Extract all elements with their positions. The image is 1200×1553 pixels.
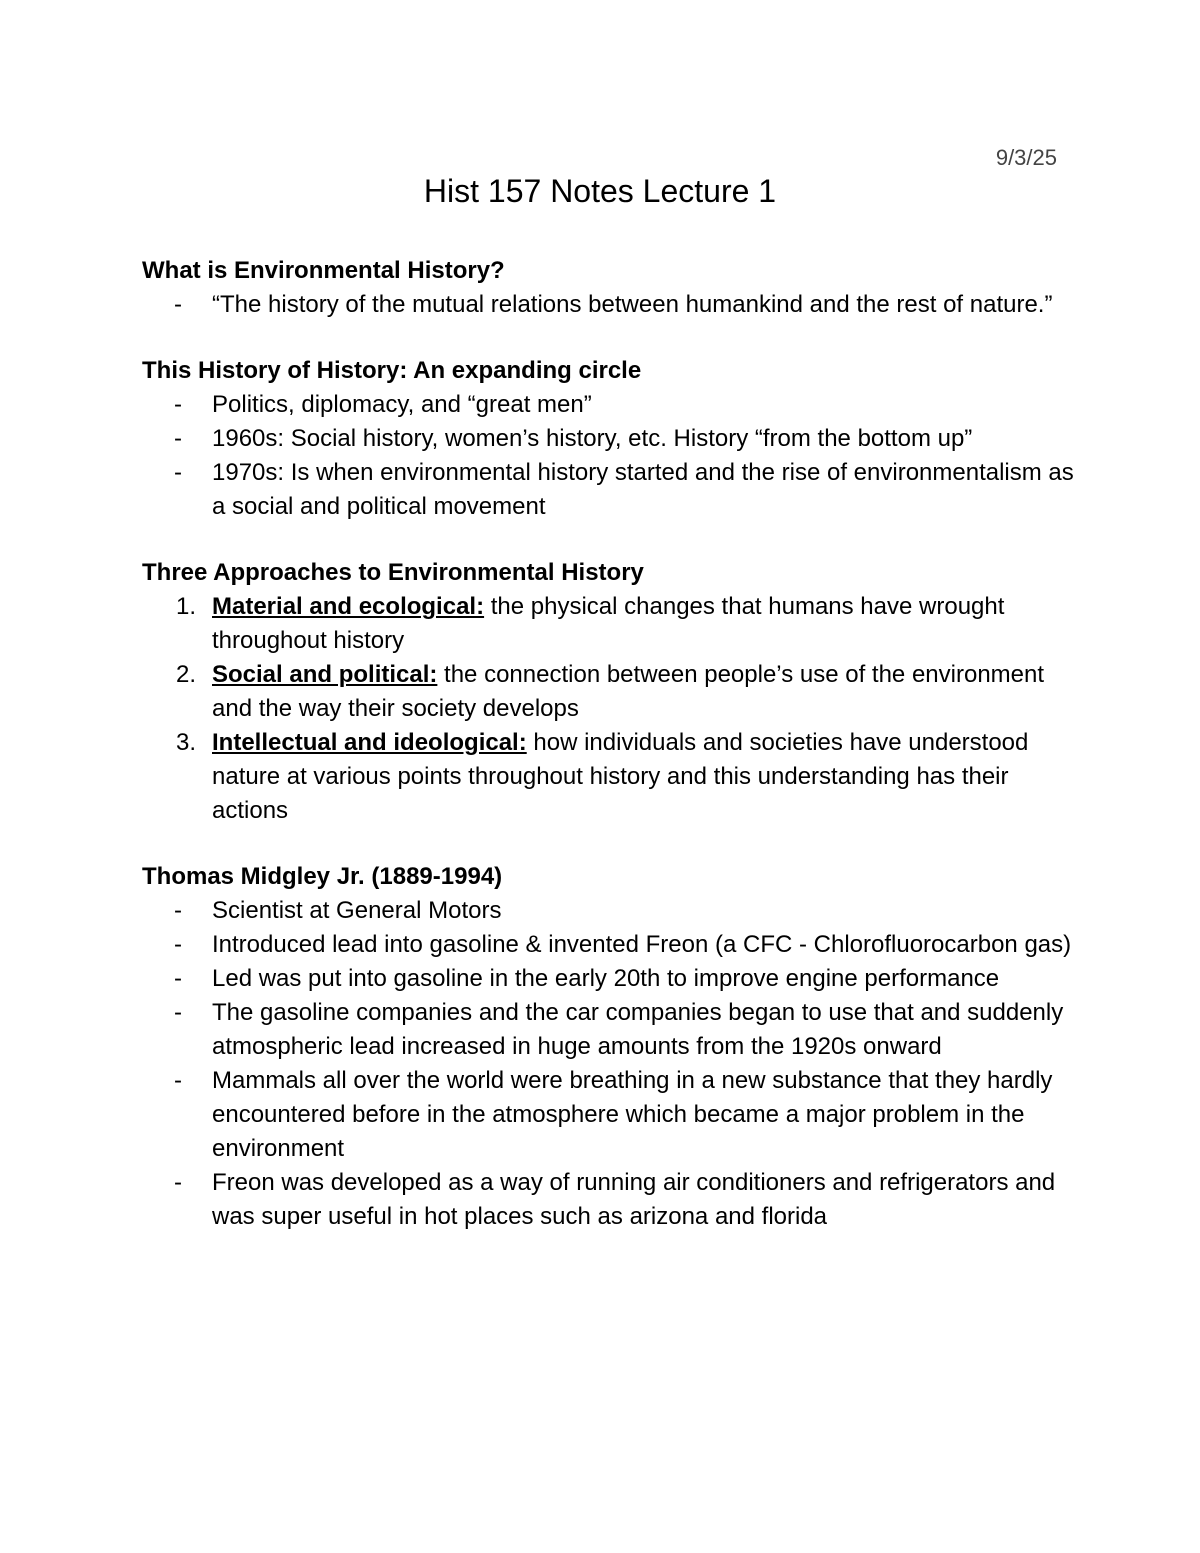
bullet-marker: - xyxy=(174,1067,182,1094)
section-history-of-history xyxy=(142,354,1082,524)
bullet-marker: - xyxy=(174,999,182,1026)
approach-term: Intellectual and ideological: xyxy=(212,729,527,756)
numbered-list-item xyxy=(142,726,1082,828)
list-item xyxy=(142,1064,1082,1166)
list-item-text: 1960s: Social history, women’s history, etc. History “from the bottom up” xyxy=(212,425,973,452)
bullet-marker: - xyxy=(174,897,182,924)
section-three-approaches xyxy=(142,556,1082,828)
list-item xyxy=(142,928,1082,962)
list-item-text: Freon was developed as a way of running air conditioners and refrigerators and was super useful in hot places such as arizona and florida xyxy=(212,1169,1056,1230)
bullet-marker: - xyxy=(174,931,182,958)
document-date: 9/3/25 xyxy=(995,145,1057,170)
list-item-text: The gasoline companies and the car companies began to use that and suddenly atmospheric lead increased in huge amounts from the 1920s onward xyxy=(212,999,1064,1060)
list-item xyxy=(142,1166,1082,1234)
list-number: 2. xyxy=(176,661,197,688)
section-heading: This History of History: An expanding circle xyxy=(142,357,642,384)
list-item-text: “The history of the mutual relations between humankind and the rest of nature.” xyxy=(212,291,1053,318)
numbered-list xyxy=(142,590,1082,828)
list-item xyxy=(142,388,1082,422)
list-item xyxy=(142,422,1082,456)
list-item-text: Mammals all over the world were breathing in a new substance that they hardly encountered before in the atmosphere which became a major problem in the environment xyxy=(212,1067,1053,1162)
list-item xyxy=(142,996,1082,1064)
document-title: Hist 157 Notes Lecture 1 xyxy=(423,173,777,209)
document-body xyxy=(142,254,1082,1266)
approach-description: how individuals and societies have understood nature at various points throughout history and this understanding has their actions xyxy=(212,729,1029,824)
list-item xyxy=(142,456,1082,524)
section-heading: Thomas Midgley Jr. (1889-1994) xyxy=(142,863,503,890)
list-item xyxy=(142,894,1082,928)
section-heading: Three Approaches to Environmental History xyxy=(142,559,644,586)
bullet-marker: - xyxy=(174,391,182,418)
list-item-text: Introduced lead into gasoline & invented Freon (a CFC - Chlorofluorocarbon gas) xyxy=(212,931,1072,958)
bullet-marker: - xyxy=(174,425,182,452)
bullet-marker: - xyxy=(174,459,182,486)
approach-term: Social and political: xyxy=(212,661,438,688)
bullet-list xyxy=(142,288,1082,322)
numbered-list-item xyxy=(142,658,1082,726)
bullet-list xyxy=(142,894,1082,1234)
numbered-list-item xyxy=(142,590,1082,658)
approach-term: Material and ecological: xyxy=(212,593,485,620)
section-environmental-history xyxy=(142,254,1082,322)
list-item-text: Scientist at General Motors xyxy=(212,897,502,924)
list-number: 1. xyxy=(176,593,197,620)
section-thomas-midgley xyxy=(142,860,1082,1234)
approach-description: the physical changes that humans have wrought throughout history xyxy=(212,593,1005,654)
list-number: 3. xyxy=(176,729,197,756)
list-item-text: 1970s: Is when environmental history started and the rise of environmentalism as a social and political movement xyxy=(212,459,1074,520)
section-heading: What is Environmental History? xyxy=(142,257,505,284)
bullet-marker: - xyxy=(174,291,182,318)
list-item xyxy=(142,962,1082,996)
list-item-text: Led was put into gasoline in the early 20th to improve engine performance xyxy=(212,965,1000,992)
bullet-marker: - xyxy=(174,1169,182,1196)
list-item xyxy=(142,288,1082,322)
approach-description: the connection between people’s use of the environment and the way their society develops xyxy=(212,661,1045,722)
list-item-text: Politics, diplomacy, and “great men” xyxy=(212,391,592,418)
bullet-list xyxy=(142,388,1082,524)
bullet-marker: - xyxy=(174,965,182,992)
